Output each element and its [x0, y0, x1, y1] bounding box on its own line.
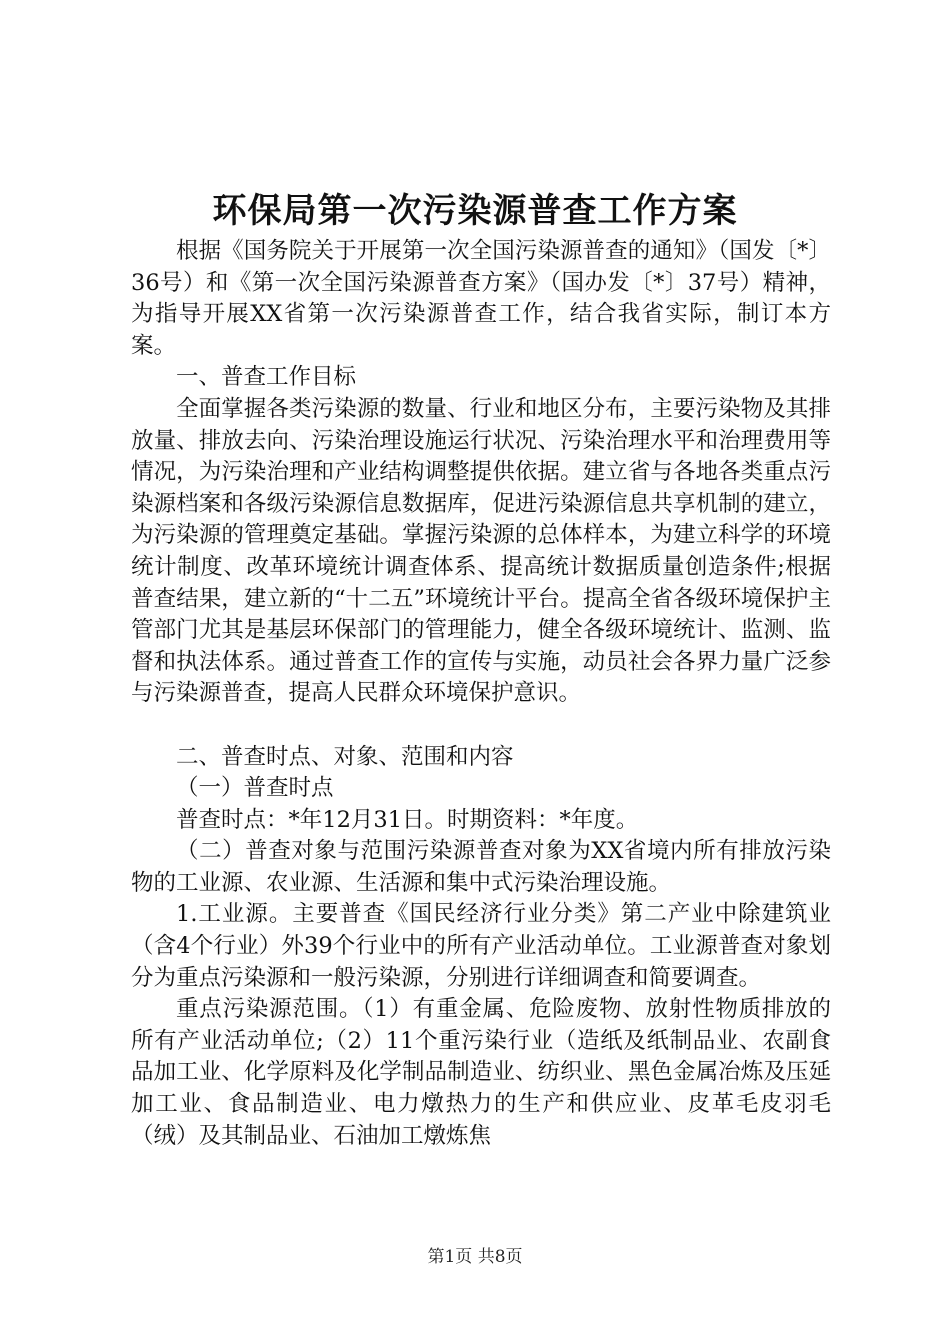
document-body [131, 236, 831, 1152]
intro-paragraph: 根据《国务院关于开展第一次全国污染源普查的通知》（国发〔*〕36号）和《第一次全国污染源普查方案》（国办发〔*〕37号）精神，为指导开展XX省第一次污染源普查工作，结合我省实际，制订本方案。 [131, 238, 831, 359]
section-heading-scope: 二、普查时点、对象、范围和内容 [176, 743, 514, 770]
key-source-paragraph: 重点污染源范围。（1）有重金属、危险废物、放射性物质排放的所有产业活动单位;（2）11个重污染行业（造纸及纸制品业、农副食品加工业、化学原料及化学制品制造业、纺织业、黑色金属冶炼及压延加工业、食品制造业、电力燉热力的生产和供应业、皮革毛皮羽毛（绒）及其制品业、石油加工燉炼焦 [131, 996, 831, 1149]
subsection-heading-timepoint: （一）普查时点 [176, 775, 334, 802]
page-footer: 第1页 共8页 [427, 1247, 523, 1267]
paragraph-spacer [131, 710, 831, 742]
section-heading-goals: 一、普查工作目标 [176, 364, 357, 391]
timepoint-paragraph: 普查时点：*年12月31日。时期资料：*年度。 [176, 806, 639, 833]
objects-paragraph: （二）普查对象与范围污染源普查对象为XX省境内所有排放污染物的工业源、农业源、生活源和集中式污染治理设施。 [131, 838, 831, 896]
industrial-source-paragraph: 1.工业源。主要普查《国民经济行业分类》第二产业中除建筑业（含4个行业）外39个行业中的所有产业活动单位。工业源普查对象划分为重点污染源和一般污染源，分别进行详细调查和简要调查。 [131, 901, 831, 991]
goals-paragraph: 全面掌握各类污染源的数量、行业和地区分布，主要污染物及其排放量、排放去向、污染治理设施运行状况、污染治理水平和治理费用等情况，为污染治理和产业结构调整提供依据。建立省与各地各类重点污染源档案和各级污染源信息数据库，促进污染源信息共享机制的建立，为污染源的管理奠定基础。掌握污染源的总体样本，为建立科学的环境统计制度、改革环境统计调查体系、提高统计数据质量创造条件;根据普查结果，建立新的“十二五”环境统计平台。提高全省各级环境保护主管部门尤其是基层环保部门的管理能力，健全各级环境统计、监测、监督和执法体系。通过普查工作的宣传与实施，动员社会各界力量广泛参与污染源普查，提高人民群众环境保护意识。 [131, 395, 831, 707]
document-title: 环保局第一次污染源普查工作方案 [212, 191, 738, 231]
